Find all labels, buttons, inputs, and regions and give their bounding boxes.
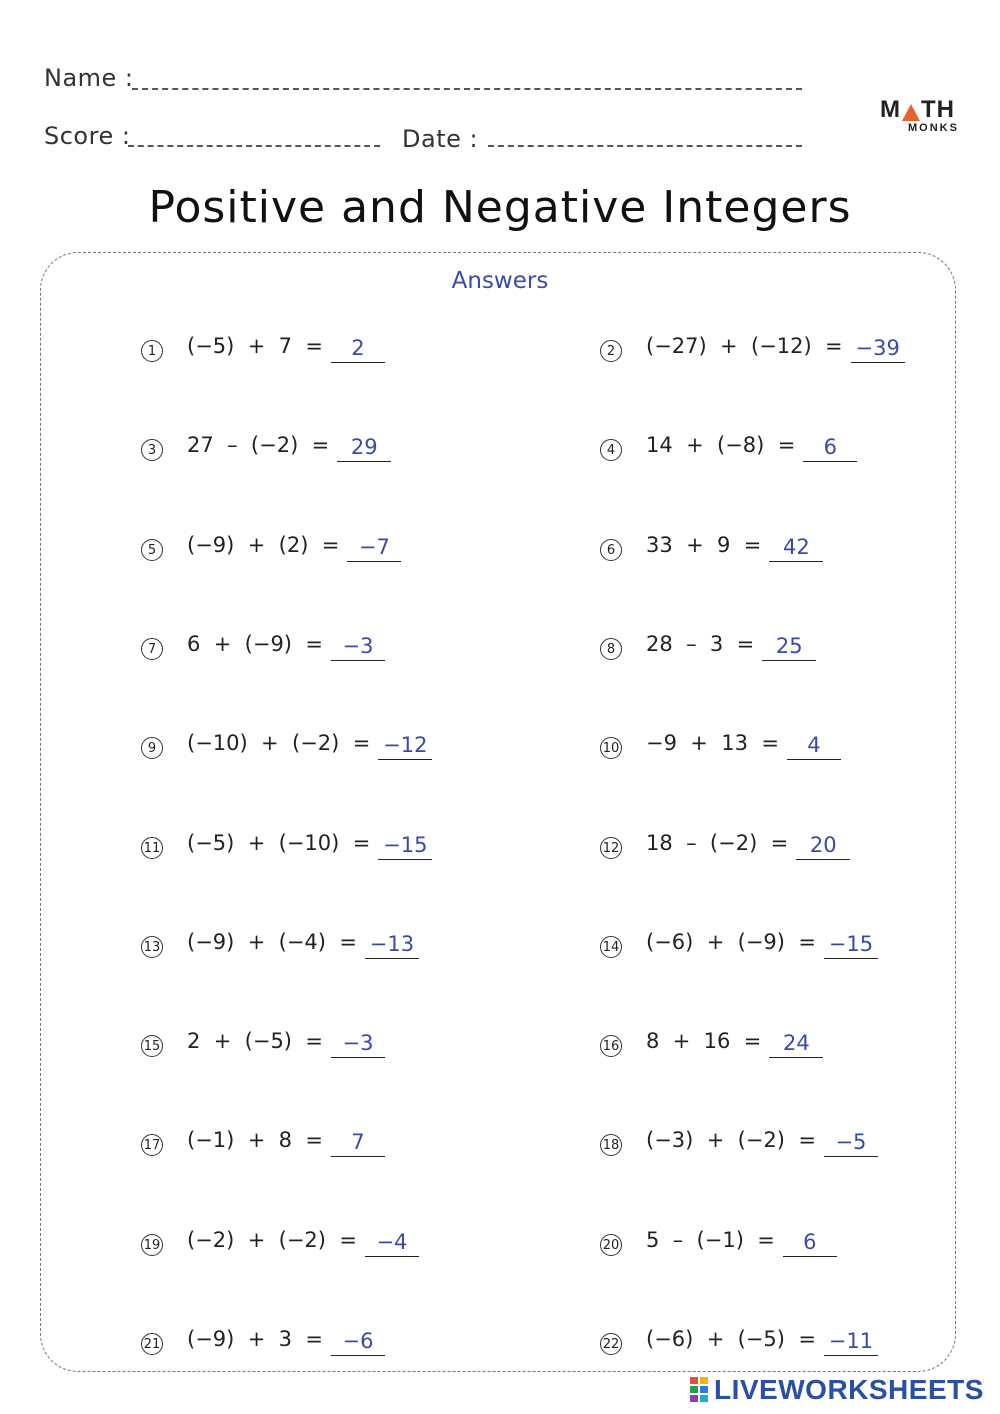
answer-field[interactable]: −3 (331, 634, 385, 661)
problem-number: 15 (141, 1035, 163, 1057)
answer-field[interactable]: 24 (769, 1031, 823, 1058)
problem-8 (600, 624, 816, 664)
problem-number: 6 (600, 539, 622, 561)
answer-field[interactable]: 29 (337, 435, 391, 462)
problem-13 (141, 922, 419, 962)
problem-7 (141, 624, 385, 664)
problem-1 (141, 326, 385, 366)
problem-21 (141, 1319, 385, 1359)
problem-10 (600, 723, 841, 763)
answer-field[interactable]: −5 (824, 1130, 878, 1157)
problem-9 (141, 723, 432, 763)
problem-expression: (−5) + 7 = (187, 334, 323, 358)
answer-field[interactable]: 42 (769, 535, 823, 562)
problem-expression: 28 – 3 = (646, 632, 755, 656)
answer-field[interactable]: −3 (331, 1031, 385, 1058)
score-field[interactable] (128, 145, 380, 147)
answer-field[interactable]: −15 (824, 932, 878, 959)
problem-number: 13 (141, 936, 163, 958)
problem-number: 21 (141, 1333, 163, 1355)
problem-4 (600, 425, 857, 465)
problem-number: 22 (600, 1333, 622, 1355)
problem-expression: 18 – (−2) = (646, 831, 789, 855)
problem-expression: (−5) + (−10) = (187, 831, 371, 855)
problem-number: 19 (141, 1234, 163, 1256)
problem-expression: 2 + (−5) = (187, 1029, 323, 1053)
problem-expression: (−6) + (−5) = (646, 1327, 816, 1351)
score-label: Score : (44, 122, 131, 150)
problem-expression: 5 – (−1) = (646, 1228, 775, 1252)
problem-2 (600, 326, 905, 366)
answer-field[interactable]: −15 (378, 833, 432, 860)
logo-triangle-icon (902, 104, 920, 121)
date-label: Date : (402, 125, 479, 153)
answer-field[interactable]: 6 (783, 1230, 837, 1257)
problem-number: 10 (600, 737, 622, 759)
problem-20 (600, 1220, 837, 1260)
problem-number: 3 (141, 439, 163, 461)
answer-field[interactable]: −39 (851, 336, 905, 363)
problem-6 (600, 525, 823, 565)
problem-expression: 27 – (−2) = (187, 433, 330, 457)
problem-number: 12 (600, 837, 622, 859)
logo-letters-th: TH (921, 96, 955, 123)
problem-number: 7 (141, 638, 163, 660)
answer-field[interactable]: 20 (796, 833, 850, 860)
problem-number: 1 (141, 340, 163, 362)
problem-expression: (−27) + (−12) = (646, 334, 843, 358)
answers-heading: Answers (451, 268, 549, 294)
problem-expression: (−2) + (−2) = (187, 1228, 357, 1252)
problem-17 (141, 1120, 385, 1160)
problem-22 (600, 1319, 878, 1359)
problem-11 (141, 823, 432, 863)
problem-18 (600, 1120, 878, 1160)
logo-monks-text: MONKS (908, 122, 959, 134)
problem-number: 4 (600, 439, 622, 461)
answer-field[interactable]: 7 (331, 1130, 385, 1157)
answer-field[interactable]: 25 (762, 634, 816, 661)
problem-expression: 8 + 16 = (646, 1029, 762, 1053)
problem-3 (141, 425, 391, 465)
problem-number: 14 (600, 936, 622, 958)
name-field[interactable] (132, 88, 802, 90)
answer-field[interactable]: −7 (347, 535, 401, 562)
answer-field[interactable]: −13 (365, 932, 419, 959)
answer-field[interactable]: 2 (331, 336, 385, 363)
answer-field[interactable]: 6 (803, 435, 857, 462)
answer-field[interactable]: −4 (365, 1230, 419, 1257)
problem-number: 11 (141, 837, 163, 859)
answer-field[interactable]: −11 (824, 1329, 878, 1356)
problem-number: 9 (141, 737, 163, 759)
liveworksheets-logo-icon (690, 1377, 710, 1403)
watermark-text: LIVEWORKSHEETS (714, 1374, 984, 1405)
problem-expression: (−9) + (2) = (187, 533, 340, 557)
logo-math-text (880, 96, 970, 124)
page-title: Positive and Negative Integers (148, 182, 852, 233)
problem-expression: −9 + 13 = (646, 731, 779, 755)
problem-number: 16 (600, 1035, 622, 1057)
problem-expression: (−10) + (−2) = (187, 731, 371, 755)
problem-16 (600, 1021, 823, 1061)
problem-number: 8 (600, 638, 622, 660)
name-label: Name : (44, 64, 134, 92)
problem-5 (141, 525, 401, 565)
problem-number: 17 (141, 1134, 163, 1156)
liveworksheets-watermark (690, 1374, 984, 1406)
math-monks-logo (880, 96, 970, 134)
problem-expression: (−9) + (−4) = (187, 930, 357, 954)
logo-letter-m: M (880, 96, 901, 123)
problem-19 (141, 1220, 419, 1260)
date-field[interactable] (488, 145, 802, 147)
problem-expression: 33 + 9 = (646, 533, 762, 557)
problem-expression: (−6) + (−9) = (646, 930, 816, 954)
answer-field[interactable]: −6 (331, 1329, 385, 1356)
problem-expression: 6 + (−9) = (187, 632, 323, 656)
problem-expression: (−3) + (−2) = (646, 1128, 816, 1152)
answer-field[interactable]: −12 (378, 733, 432, 760)
problem-15 (141, 1021, 385, 1061)
problem-number: 18 (600, 1134, 622, 1156)
answer-field[interactable]: 4 (787, 733, 841, 760)
problem-number: 2 (600, 340, 622, 362)
answers-panel (40, 252, 956, 1372)
problem-expression: 14 + (−8) = (646, 433, 796, 457)
problem-number: 20 (600, 1234, 622, 1256)
problem-12 (600, 823, 850, 863)
problem-expression: (−1) + 8 = (187, 1128, 323, 1152)
problem-number: 5 (141, 539, 163, 561)
problem-14 (600, 922, 878, 962)
problem-expression: (−9) + 3 = (187, 1327, 323, 1351)
